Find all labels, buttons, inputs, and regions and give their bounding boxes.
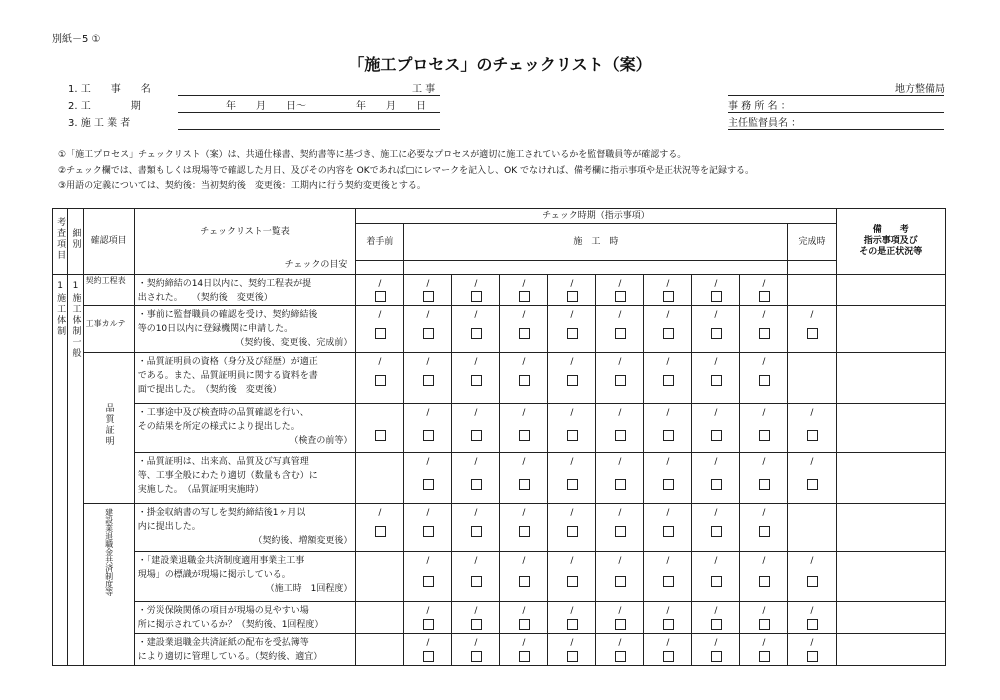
checkbox[interactable] xyxy=(759,291,770,302)
checklist-item: ・工事途中及び検査時の品質確認を行い、 その結果を所定の様式により提出した。 （検査の前等） xyxy=(134,403,356,452)
checkbox[interactable] xyxy=(759,375,770,386)
remarks-cell[interactable] xyxy=(836,353,945,403)
checkbox[interactable] xyxy=(663,619,674,630)
bureau-underline xyxy=(728,95,944,96)
checkbox[interactable] xyxy=(423,430,434,441)
checkbox[interactable] xyxy=(759,619,770,630)
checkbox[interactable] xyxy=(759,651,770,662)
checklist-item: ・品質証明は、出来高、品質及び写真管理 等、工事全般にわたり適切（数量も含む）に 実施した。 （品質証明実施時） xyxy=(134,453,356,503)
table-row: ・「建設業退職金共済制度適用事業主工事 現場」の標識が現場に掲示している。 （施工時 1回程度） / / / / / / / / / xyxy=(53,551,946,601)
checkbox[interactable] xyxy=(423,619,434,630)
checkbox[interactable] xyxy=(759,430,770,441)
table-row: 工事カルテ ・事前に監督職員の確認を受け、契約締結後 等の10日以内に登録機関に申請した。 （契約後、変更後、完成前） / / / / / / / / / / xyxy=(53,305,946,352)
table-row: ・工事途中及び検査時の品質確認を行い、 その結果を所定の様式により提出した。 （検査の前等） / / / / / / / / / xyxy=(53,403,946,452)
checklist-item: ・品質証明員の資格（身分及び経歴）が適正 である。また、品質証明員に関する資料を書 面で提出した。 （契約後 変更後） xyxy=(134,353,356,403)
checkbox[interactable] xyxy=(423,479,434,490)
header-remarks-title: 備 考 xyxy=(872,224,909,235)
checkbox[interactable] xyxy=(759,328,770,339)
checklist-table xyxy=(52,208,946,666)
checkbox[interactable] xyxy=(711,291,722,302)
checkbox[interactable] xyxy=(375,375,386,386)
checkbox[interactable] xyxy=(807,430,818,441)
table-row: ・労災保険関係の項目が現場の見やすい場 所に掲示されているか？（契約後、1回程度） / / / / / / / / / xyxy=(53,602,946,633)
checkbox[interactable] xyxy=(663,291,674,302)
checkbox[interactable] xyxy=(567,526,578,537)
group-contract-schedule: 契約工程表 xyxy=(83,274,134,305)
checkbox[interactable] xyxy=(567,479,578,490)
subcategory-cell: 1施工体制一般 xyxy=(68,274,83,665)
note-2: ②チェック欄では、書類もしくは現場等で確認した月日、及びその内容を OKであれば□にレマークを記入し、OK でなければ、備考欄に指示事項や是正状況等を記録する。 xyxy=(58,166,754,176)
checklist-item: ・掛金収納書の写しを契約締結後1ヶ月以 内に提出した。 （契約後、増額変更後） xyxy=(134,503,356,551)
checkbox[interactable] xyxy=(711,576,722,587)
bureau-label: 地方整備局 xyxy=(895,84,945,95)
work-name-label: 1. 工 事 名 xyxy=(68,84,151,95)
period-label: 2. 工 期 xyxy=(68,101,141,112)
checklist-item: ・「建設業退職金共済制度適用事業主工事 現場」の標識が現場に掲示している。 （施工時 1回程度） xyxy=(134,551,356,601)
header-remarks xyxy=(836,209,945,275)
checkbox[interactable] xyxy=(471,576,482,587)
checkbox[interactable] xyxy=(807,651,818,662)
checkbox[interactable] xyxy=(807,328,818,339)
header-during: 施 工 時 xyxy=(404,224,788,261)
checkbox[interactable] xyxy=(375,526,386,537)
checkbox[interactable] xyxy=(615,430,626,441)
table-row: 1施工体制 1施工体制一般 契約工程表 ・契約締結の14日以内に、契約工程表が提 出された。 （契約後 変更後） / / / / / / / / / xyxy=(53,274,946,305)
checklist-item: ・事前に監督職員の確認を受け、契約締結後 等の10日以内に登録機関に申請した。 （契約後、変更後、完成前） xyxy=(134,305,356,352)
checkbox[interactable] xyxy=(471,651,482,662)
checkbox[interactable] xyxy=(663,430,674,441)
checkbox[interactable] xyxy=(567,375,578,386)
document-reference: 別紙－5 ① xyxy=(52,34,101,45)
checkbox[interactable] xyxy=(807,479,818,490)
table-row: ・建設業退職金共済証紙の配布を受払簿等 により適切に管理している。（契約後、適宜） / / / / / / / / / xyxy=(53,633,946,665)
remarks-cell[interactable] xyxy=(836,503,945,551)
checkbox[interactable] xyxy=(615,375,626,386)
remarks-cell[interactable] xyxy=(836,403,945,452)
table-row: 建設業退職金共済制度等 ・掛金収納書の写しを契約締結後1ヶ月以 内に提出した。 （契約後、増額変更後） / / / / / / / / / xyxy=(53,503,946,551)
table-row: ・品質証明は、出来高、品質及び写真管理 等、工事全般にわたり適切（数量も含む）に 実施した。 （品質証明実施時） / / / / / / / / / xyxy=(53,453,946,503)
header-check-timing: チェック時期（指示事項） xyxy=(356,209,836,224)
checkbox[interactable] xyxy=(615,651,626,662)
remarks-cell[interactable] xyxy=(836,602,945,633)
checkbox[interactable] xyxy=(471,479,482,490)
checkbox[interactable] xyxy=(711,651,722,662)
group-quality-certification: 品質証明 xyxy=(83,353,134,503)
checkbox[interactable] xyxy=(711,430,722,441)
checkbox[interactable] xyxy=(471,291,482,302)
checkbox[interactable] xyxy=(423,328,434,339)
checkbox[interactable] xyxy=(663,576,674,587)
category-cell: 1施工体制 xyxy=(53,274,68,665)
checkbox[interactable] xyxy=(711,479,722,490)
office-label: 事 務 所 名 ： xyxy=(728,101,791,112)
note-3: ③用語の定義については、契約後：当初契約後 変更後：工期内に行う契約変更後とする。 xyxy=(58,181,426,191)
checkbox[interactable] xyxy=(567,576,578,587)
checkbox[interactable] xyxy=(567,651,578,662)
checkbox[interactable] xyxy=(615,526,626,537)
checkbox[interactable] xyxy=(567,619,578,630)
checkbox[interactable] xyxy=(663,651,674,662)
remarks-cell[interactable] xyxy=(836,453,945,503)
header-before-start: 着手前 xyxy=(356,224,404,261)
checkbox[interactable] xyxy=(759,576,770,587)
checkbox[interactable] xyxy=(519,375,530,386)
group-construction-karte: 工事カルテ xyxy=(83,305,134,352)
contractor-field[interactable] xyxy=(178,129,440,130)
checkbox[interactable] xyxy=(423,651,434,662)
header-remarks-sub1: 指示事項及び xyxy=(863,235,918,246)
checkbox[interactable] xyxy=(423,291,434,302)
checkbox[interactable] xyxy=(519,619,530,630)
checkbox[interactable] xyxy=(471,375,482,386)
checkbox[interactable] xyxy=(519,291,530,302)
checkbox[interactable] xyxy=(423,576,434,587)
supervisor-label: 主任監督員名 ： xyxy=(728,118,802,129)
supervisor-field[interactable] xyxy=(728,129,944,130)
checkbox[interactable] xyxy=(663,479,674,490)
checkbox[interactable] xyxy=(375,328,386,339)
page-title: 「施工プロセス」のチェックリスト（案） xyxy=(348,55,652,74)
checkbox[interactable] xyxy=(759,526,770,537)
checkbox[interactable] xyxy=(711,619,722,630)
checkbox[interactable] xyxy=(615,479,626,490)
checkbox[interactable] xyxy=(423,526,434,537)
checkbox[interactable] xyxy=(807,576,818,587)
checkbox[interactable] xyxy=(615,291,626,302)
checkbox[interactable] xyxy=(663,526,674,537)
header-checklist xyxy=(134,209,356,275)
remarks-cell[interactable] xyxy=(836,305,945,352)
checkbox[interactable] xyxy=(519,576,530,587)
checkbox[interactable] xyxy=(567,430,578,441)
checkbox[interactable] xyxy=(375,430,386,441)
checkbox[interactable] xyxy=(519,328,530,339)
checkbox[interactable] xyxy=(471,328,482,339)
checkbox[interactable] xyxy=(711,328,722,339)
checkbox[interactable] xyxy=(519,430,530,441)
group-retirement-mutual-aid: 建設業退職金共済制度等 xyxy=(83,503,134,665)
checklist-item: ・労災保険関係の項目が現場の見やすい場 所に掲示されているか？（契約後、1回程度） xyxy=(134,602,356,633)
checkbox[interactable] xyxy=(519,526,530,537)
checkbox[interactable] xyxy=(423,375,434,386)
checkbox[interactable] xyxy=(519,479,530,490)
header-confirm-item: 確認項目 xyxy=(83,209,134,275)
work-name-field[interactable] xyxy=(178,95,440,96)
remarks-cell[interactable] xyxy=(836,551,945,601)
checkbox[interactable] xyxy=(807,619,818,630)
checkbox[interactable] xyxy=(471,619,482,630)
checkbox[interactable] xyxy=(615,328,626,339)
note-1: ①「施工プロセス」チェックリスト（案）は、共通仕様書、契約書等に基づき、施工に必要なプロセスが適切に施工されているかを監督職員等が確認する。 xyxy=(58,150,687,160)
period-value: 年 月 日～ 年 月 日 xyxy=(226,101,426,112)
header-completion: 完成時 xyxy=(788,224,836,261)
header-subcategory: 細別 xyxy=(68,209,83,275)
header-checklist-title: チェックリスト一覧表 xyxy=(200,227,290,237)
checkbox[interactable] xyxy=(519,651,530,662)
contractor-label: 3. 施 工 業 者 xyxy=(68,118,131,129)
office-field[interactable] xyxy=(728,112,944,113)
checkbox[interactable] xyxy=(615,576,626,587)
remarks-cell[interactable] xyxy=(836,274,945,305)
work-name-suffix: 工 事 xyxy=(412,84,436,95)
checkbox[interactable] xyxy=(471,526,482,537)
checkbox[interactable] xyxy=(759,479,770,490)
checklist-item: ・建設業退職金共済証紙の配布を受払簿等 により適切に管理している。（契約後、適宜） xyxy=(134,633,356,665)
header-category: 考査項目 xyxy=(53,209,68,275)
table-row: 品質証明 ・品質証明員の資格（身分及び経歴）が適正 である。また、品質証明員に関する資料を書 面で提出した。 （契約後 変更後） / / / / / / / / / xyxy=(53,353,946,403)
checkbox[interactable] xyxy=(663,328,674,339)
checkbox[interactable] xyxy=(615,619,626,630)
header-remarks-sub2: その是正状況等 xyxy=(859,246,923,257)
checkbox[interactable] xyxy=(567,291,578,302)
remarks-cell[interactable] xyxy=(836,633,945,665)
checkbox[interactable] xyxy=(663,375,674,386)
checkbox[interactable] xyxy=(471,430,482,441)
checkbox[interactable] xyxy=(375,291,386,302)
checkbox[interactable] xyxy=(567,328,578,339)
header-check-guide: チェックの目安 xyxy=(284,259,348,270)
checkbox[interactable] xyxy=(711,375,722,386)
checklist-item: ・契約締結の14日以内に、契約工程表が提 出された。 （契約後 変更後） xyxy=(134,274,356,305)
checkbox[interactable] xyxy=(711,526,722,537)
